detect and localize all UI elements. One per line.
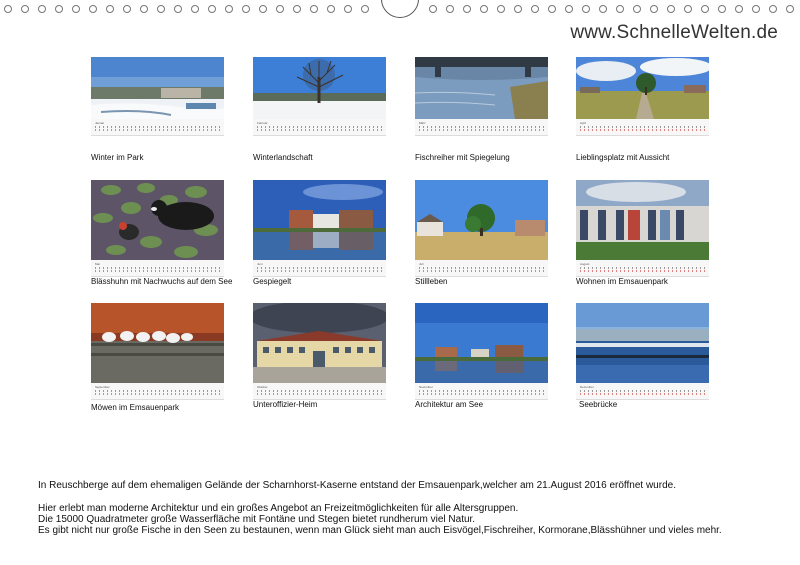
calendar-strip: April (576, 119, 709, 136)
photo-living-emsauenpark (576, 180, 709, 260)
month-card-june (253, 180, 386, 286)
calendar-strip: August (576, 260, 709, 277)
caption: Wohnen im Emsauenpark (576, 277, 668, 286)
month-card-july (415, 180, 548, 286)
month-card-april (576, 57, 709, 162)
month-card-august (576, 180, 709, 286)
calendar-strip: Februar (253, 119, 386, 136)
caption: Lieblingsplatz mit Aussicht (576, 153, 670, 162)
binding-hole (599, 5, 607, 13)
binding-hole (497, 5, 505, 13)
description-line-1: In Reuschberge auf dem ehemaligen Gelände der Scharnhorst-Kaserne entstand der Emsauenpark,welcher am 21.August 2016 eröffnet wurde. (38, 480, 676, 491)
binding-hole (616, 5, 624, 13)
binding-hole (4, 5, 12, 13)
photo-lake-bridge (576, 303, 709, 383)
caption: Seebrücke (579, 400, 618, 409)
binding-hole (242, 5, 250, 13)
binding-hole (208, 5, 216, 13)
binding-hole (650, 5, 658, 13)
binding-hole (157, 5, 165, 13)
calendar-strip: März (415, 119, 548, 136)
caption: Winterlandschaft (253, 153, 313, 162)
binding-hole (718, 5, 726, 13)
calendar-strip: November (415, 383, 548, 400)
photo-coot-chick (91, 180, 224, 260)
binding-hole (327, 5, 335, 13)
month-card-january (91, 57, 224, 162)
caption: Möwen im Emsauenpark (91, 403, 180, 412)
caption: Winter im Park (91, 153, 144, 162)
binding-hole (752, 5, 760, 13)
binding-hole (667, 5, 675, 13)
binding-hole (565, 5, 573, 13)
month-card-march (415, 57, 548, 162)
caption: Fischreiher mit Spiegelung (415, 153, 510, 162)
binding-hole (446, 5, 454, 13)
month-card-september (91, 303, 224, 412)
caption: Unteroffizier-Heim (253, 400, 318, 409)
binding-hole (786, 5, 794, 13)
photo-winter-park (91, 57, 224, 119)
calendar-strip: Juli (415, 260, 548, 277)
calendar-strip: Oktober (253, 383, 386, 400)
binding-hole (769, 5, 777, 13)
month-card-december (576, 303, 709, 409)
binding-hole (480, 5, 488, 13)
binding-hole (174, 5, 182, 13)
photo-still-life (415, 180, 548, 260)
photo-favorite-place (576, 57, 709, 119)
binding-hole (89, 5, 97, 13)
month-card-may (91, 180, 233, 286)
caption: Stillleben (415, 277, 448, 286)
calendar-strip: September (91, 383, 224, 400)
month-card-november (415, 303, 548, 409)
calendar-strip: Juni (253, 260, 386, 277)
month-card-october (253, 303, 386, 409)
binding-hole (21, 5, 29, 13)
calendar-strip: Januar (91, 119, 224, 136)
binding-hole (106, 5, 114, 13)
binding-hole (123, 5, 131, 13)
binding-hole (225, 5, 233, 13)
binding-hole (72, 5, 80, 13)
binding-hole (140, 5, 148, 13)
binding-hole (276, 5, 284, 13)
binding-hole (463, 5, 471, 13)
description-line-2: Hier erlebt man moderne Architektur und ein großes Angebot an Freizeitmöglichkeiten für alle Altersgruppen. (38, 503, 519, 514)
binding-hole (701, 5, 709, 13)
binding-hole (38, 5, 46, 13)
binding-hole (55, 5, 63, 13)
binding-hole (548, 5, 556, 13)
binding-hole (684, 5, 692, 13)
photo-gulls (91, 303, 224, 383)
binding-hole (735, 5, 743, 13)
binding-hole (293, 5, 301, 13)
description-line-4: Es gibt nicht nur große Fische in den Seen zu bestaunen, wenn man Glück sieht man auch Eisvögel,Fischreiher, Kormorane,Blässhühner und vieles mehr. (38, 525, 722, 536)
calendar-strip: Mai (91, 260, 224, 277)
binding-hole (531, 5, 539, 13)
binding-hole (259, 5, 267, 13)
binding-hole (361, 5, 369, 13)
calendar-strip: Dezember (576, 383, 709, 400)
caption: Gespiegelt (253, 277, 292, 286)
photo-nco-home (253, 303, 386, 383)
photo-heron-reflection (415, 57, 548, 119)
binding-hole (310, 5, 318, 13)
description-line-3: Die 15000 Quadratmeter große Wasserfläche mit Fontäne und Stegen bietet rundherum viel Natur. (38, 514, 476, 525)
website-url: www.SchnelleWelten.de (570, 22, 778, 43)
binding-hole (582, 5, 590, 13)
photo-reflected (253, 180, 386, 260)
binding-hole (191, 5, 199, 13)
photo-winter-landscape (253, 57, 386, 119)
caption: Architektur am See (415, 400, 484, 409)
binding-hole (514, 5, 522, 13)
binding-hole (344, 5, 352, 13)
month-card-february (253, 57, 386, 162)
caption: Blässhuhn mit Nachwuchs auf dem See (91, 277, 233, 286)
binding-hole (429, 5, 437, 13)
binding-hole (633, 5, 641, 13)
photo-architecture-lake (415, 303, 548, 383)
